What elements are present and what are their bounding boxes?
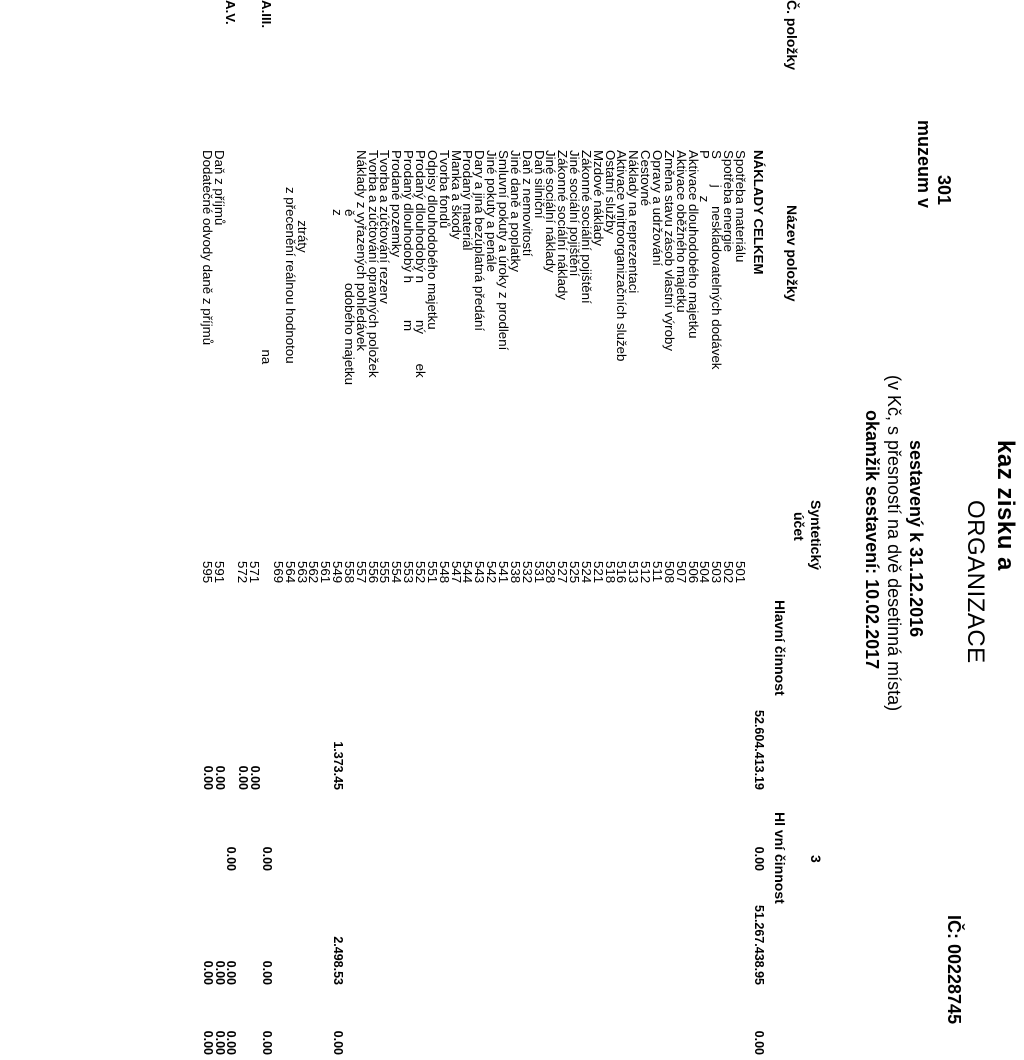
row-name: Daň silniční: [531, 150, 547, 219]
row-account: 528: [543, 561, 559, 584]
row-name: Tvorba a zúčtování opravných položek: [365, 150, 381, 378]
col-header-number: Č. položky: [784, 0, 800, 71]
row-value-v4: 0.00: [752, 1030, 766, 1055]
row-account: 572: [235, 561, 251, 584]
row-name: ztráty: [294, 150, 310, 253]
subtitle-moment: okamžik sestavení: 10.02.2017: [862, 410, 882, 670]
row-name: Náklady z vyřazených pohledávek: [353, 150, 369, 352]
row-account: 591: [211, 561, 227, 584]
row-account: 525: [567, 561, 583, 584]
row-account: 551: [424, 561, 440, 584]
row-account: 508: [661, 561, 677, 584]
row-value-v3: 51.267.438.95: [752, 905, 766, 985]
row-name: z: [330, 150, 346, 216]
row-value-v1: 0.00: [200, 765, 215, 790]
row-value-v4: 0.00: [200, 1030, 215, 1055]
row-account: 538: [507, 561, 523, 584]
row-account: 532: [519, 561, 535, 584]
row-account: 563: [294, 561, 310, 584]
row-account: 524: [578, 561, 594, 584]
row-account: 564: [282, 561, 298, 584]
row-name: Spotřeba materiálu: [733, 150, 748, 263]
row-account: 571: [247, 561, 263, 584]
row-value-v1: 52.604.413.19: [752, 710, 766, 790]
subtitle-date: sestavený k 31.12.2016: [906, 440, 926, 638]
row-account: 558: [341, 561, 357, 584]
row-value-v2: 0.00: [260, 846, 274, 871]
row-account: 547: [448, 561, 464, 584]
museum-name: muzeum v: [914, 120, 934, 209]
row-name: Prodaný dlouhodobý n ný ek: [413, 150, 429, 378]
row-name: Odpisy dlouhodobého majetku: [424, 150, 440, 330]
row-name: na: [259, 150, 274, 365]
row-name: z přecenění reálnou hodnotou: [282, 150, 298, 364]
row-account: 507: [673, 561, 689, 584]
row-account: 554: [389, 561, 405, 584]
row-name: P z: [697, 150, 713, 203]
row-code: A.III.: [259, 0, 274, 29]
row-value-v4: 0.00: [331, 1030, 346, 1055]
row-name: Mzdové náklady: [590, 150, 606, 247]
row-account: 502: [721, 561, 737, 584]
row-value-v1: 0.00: [212, 765, 227, 790]
col-header-main: Hlavní činnost: [772, 600, 788, 696]
row-name: Ostatní služby: [602, 150, 618, 235]
row-name: Jiné sociální náklady: [543, 150, 559, 273]
row-account: 504: [697, 561, 713, 584]
row-value-v3: 0.00: [224, 960, 239, 985]
row-name: ě odobého majetku: [341, 150, 357, 386]
row-name: Manka a škody: [448, 150, 464, 240]
row-name: Náklady na reprezentaci: [626, 150, 642, 294]
row-name: Aktivace oběžného majetku: [673, 150, 689, 313]
row-value-v4: 0.00: [224, 1030, 239, 1055]
row-code: A.V.: [223, 0, 239, 25]
row-value-v3: 2.498.53: [331, 936, 346, 985]
row-account: 527: [555, 561, 571, 584]
row-name: Jiné sociální pojištění: [567, 150, 583, 277]
row-account: 555: [377, 561, 393, 584]
row-name: Zákonné sociální pojištění: [578, 150, 594, 304]
row-name: Jiné pokuty a penále: [484, 150, 500, 272]
row-value-v1: 1.373.45: [331, 741, 346, 790]
row-value-v4: 0.00: [260, 1030, 274, 1055]
row-account: 561: [318, 561, 334, 584]
row-account: 512: [638, 561, 654, 584]
row-name: Prodané pozemky: [389, 150, 405, 258]
row-account: 506: [685, 561, 701, 584]
row-value-v3: 0.00: [212, 960, 227, 985]
row-name: Aktivace vnitroorganizačních služeb: [614, 150, 630, 362]
row-name: Aktivace dlouhodobého majetku: [685, 150, 701, 339]
row-account: 501: [733, 561, 748, 584]
row-name: Tvorba fondů: [436, 150, 452, 229]
row-account: 552: [413, 561, 429, 584]
row-name: Opravy a udržování: [650, 150, 666, 267]
row-name: Prodaný dlouhodobý h m: [401, 150, 417, 332]
row-name: S j neskladovatelných dodávek: [709, 150, 725, 370]
row-account: 595: [199, 561, 215, 584]
row-value-v3: 0.00: [200, 960, 215, 985]
col-header-account-1: Syntetický: [808, 500, 824, 571]
row-account: 542: [484, 561, 500, 584]
ico: IČ: 00228745: [944, 915, 964, 1025]
row-name: Zákonné sociální náklady: [555, 150, 571, 301]
row-value-v4: 0.00: [212, 1030, 227, 1055]
row-value-v1: 0.00: [236, 765, 251, 790]
col-header-name: Název položky: [784, 205, 800, 302]
row-account: 513: [626, 561, 642, 584]
row-name: Dary a jiná bezúplatná předání: [472, 150, 488, 332]
row-name: Daň z nemovitostí: [519, 150, 535, 257]
row-name: Smluvní pokuty a úroky z prodlení: [496, 150, 511, 351]
row-account: 516: [614, 561, 630, 584]
row-value-v2: 0.00: [752, 846, 766, 871]
row-account: 557: [353, 561, 369, 584]
subtitle-precision: (v Kč, s přesností na dvě desetinná místa): [884, 375, 904, 712]
row-name: Dodatečné odvody daně z příjmů: [199, 150, 215, 346]
row-name: Spotřeba energie: [721, 150, 737, 253]
row-value-v3: 0.00: [260, 960, 274, 985]
page-number: 3: [808, 855, 824, 863]
row-name: NÁKLADY CELKEM: [751, 150, 766, 275]
row-name: Jiné daně a poplatky: [507, 150, 523, 272]
row-account: 521: [590, 561, 606, 584]
row-name: Tvorba a zúčtování rezerv: [377, 150, 393, 304]
row-account: 569: [270, 561, 286, 584]
row-account: 518: [602, 561, 618, 584]
row-account: 541: [496, 561, 511, 584]
row-account: 503: [709, 561, 725, 584]
row-account: 548: [436, 561, 452, 584]
row-account: 511: [650, 561, 666, 583]
row-account: 549: [330, 561, 346, 584]
museum-code: 301: [934, 175, 954, 206]
row-account: 553: [401, 561, 417, 584]
row-account: 544: [460, 561, 476, 584]
row-account: 543: [472, 561, 488, 584]
row-value-v2: 0.00: [224, 846, 239, 871]
row-name: Změna stavu zásob vlastní výroby: [661, 150, 677, 352]
col-header-account-2: účet: [791, 512, 807, 541]
row-name: Daň z příjmů: [211, 150, 227, 226]
title-line-1: kaz zisku a: [992, 440, 1019, 571]
row-name: Cestovné: [638, 150, 654, 207]
row-account: 562: [306, 561, 322, 584]
row-name: Prodaný materiál: [460, 150, 476, 251]
row-value-v1: 0.00: [248, 765, 263, 790]
title-line-2: ORGANIZACE: [962, 500, 989, 664]
row-account: 556: [365, 561, 381, 584]
row-account: 531: [531, 561, 547, 584]
col-header-economic: Hl vní činnost: [772, 812, 788, 904]
